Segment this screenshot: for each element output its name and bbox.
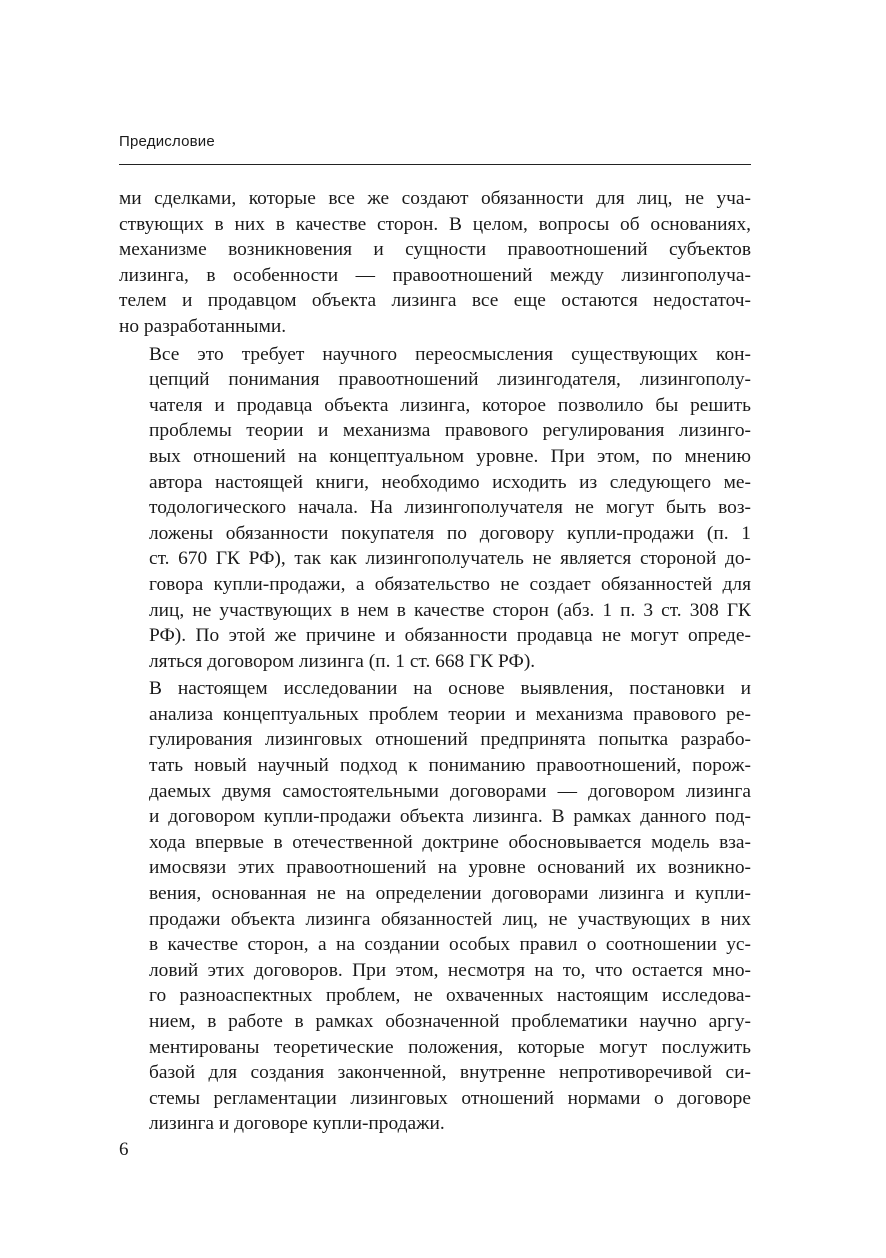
text-line: В настоящем исследовании на основе выявления, постановки и: [149, 678, 751, 700]
text-line: лизинга и договоре купли-продажи.: [149, 1113, 445, 1135]
text-line: ложены обязанности покупателя по договору купли-продажи (п. 1: [149, 522, 751, 544]
text-line: говора купли-продажи, а обязательство не создает обязанностей для: [149, 573, 751, 595]
text-line: даемых двумя самостоятельными договорами — договором лизинга: [149, 780, 751, 802]
text-line: тодологического начала. На лизингополучателя не могут быть воз-: [149, 497, 751, 519]
text-line: хода впервые в отечественной доктрине обосновывается модель вза-: [149, 831, 751, 853]
text-line: анализа концептуальных проблем теории и механизма правового ре-: [149, 703, 751, 725]
text-line: проблемы теории и механизма правового регулирования лизинго-: [149, 420, 751, 442]
text-line: Все это требует научного переосмысления существующих кон-: [149, 343, 751, 365]
text-line: автора настоящей книги, необходимо исходить из следующего ме-: [149, 471, 751, 493]
body-text: [119, 186, 751, 1139]
text-line: механизме возникновения и сущности правоотношений субъектов: [119, 239, 751, 261]
text-line: нием, в работе в рамках обозначенной проблематики научно аргу-: [149, 1011, 751, 1032]
text-line: чателя и продавца объекта лизинга, которое позволило бы решить: [149, 394, 751, 416]
text-line: вых отношений на концептуальном уровне. При этом, по мнению: [149, 445, 751, 467]
text-line: лизинга, в особенности — правоотношений между лизингополуча-: [119, 264, 751, 286]
text-line: телем и продавцом объекта лизинга все еще остаются недостаточ-: [119, 290, 751, 312]
text-line: ловий этих договоров. При этом, несмотря на то, что остается мно-: [149, 959, 751, 981]
paragraph-2: [119, 342, 751, 675]
text-line: гулирования лизинговых отношений предпринята попытка разрабо-: [149, 729, 751, 751]
text-line: и договором купли-продажи объекта лизинга. В рамках данного под-: [149, 806, 751, 828]
text-line: но разработанными.: [119, 315, 287, 337]
header-rule: [119, 164, 751, 165]
text-line: продажи объекта лизинга обязанностей лиц, не участвующих в них: [149, 908, 751, 930]
running-title: Предисловие: [119, 133, 215, 150]
text-line: ментированы теоретические положения, которые могут послужить: [149, 1036, 751, 1058]
text-line: цепций понимания правоотношений лизингодателя, лизингополу-: [149, 369, 751, 391]
text-line: ми сделками, которые все же создают обязанности для лиц, не уча-: [119, 188, 751, 209]
text-line: имосвязи этих правоотношений на уровне оснований их возникно-: [149, 857, 751, 879]
text-line: го разноаспектных проблем, не охваченных настоящим исследова-: [149, 985, 751, 1007]
paragraph-1: [119, 186, 751, 340]
text-line: ляться договором лизинга (п. 1 ст. 668 ГК РФ).: [149, 650, 536, 672]
text-line: ствующих в них в качестве сторон. В целом, вопросы об основаниях,: [119, 213, 751, 235]
paragraph-3: [119, 676, 751, 1137]
text-line: стемы регламентации лизинговых отношений нормами о договоре: [149, 1087, 751, 1109]
page-number: 6: [119, 1139, 129, 1160]
text-line: базой для создания законченной, внутренне непротиворечивой си-: [149, 1062, 751, 1084]
text-line: лиц, не участвующих в нем в качестве сторон (абз. 1 п. 3 ст. 308 ГК: [149, 599, 751, 621]
text-line: РФ). По этой же причине и обязанности продавца не могут опреде-: [149, 625, 751, 647]
text-line: в качестве сторон, а на создании особых правил о соотношении ус-: [149, 934, 751, 956]
text-line: тать новый научный подход к пониманию правоотношений, порож-: [149, 755, 751, 777]
text-line: ст. 670 ГК РФ), так как лизингополучатель не является стороной до-: [149, 548, 751, 570]
text-line: вения, основанная не на определении договорами лизинга и купли-: [149, 883, 751, 905]
